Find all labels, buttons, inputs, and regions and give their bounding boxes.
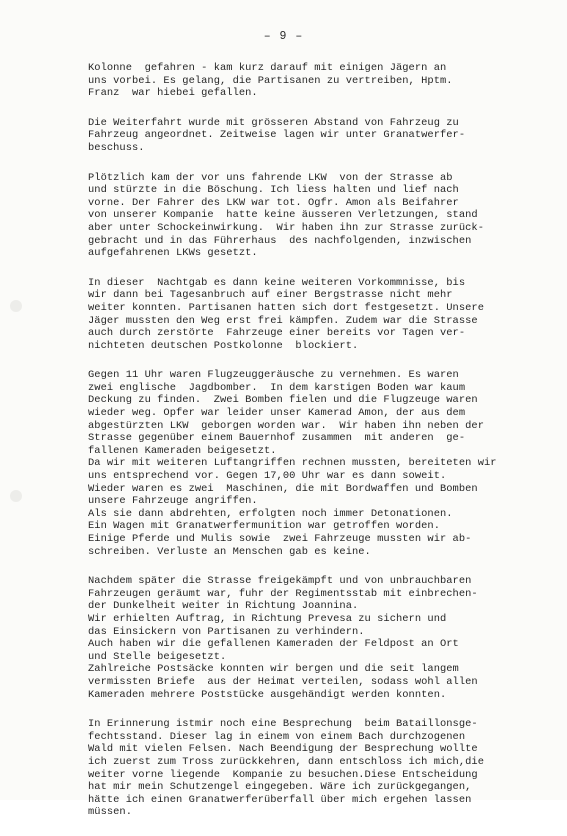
text-line: Zahlreiche Postsäcke konnten wir bergen und die seit langem	[88, 663, 459, 676]
text-line: zwei englische Jagdbomber. In dem karstigen Boden war kaum	[88, 381, 466, 394]
text-line: Nachdem später die Strasse freigekämpft und von unbrauchbaren	[88, 575, 472, 588]
text-line: In Erinnerung istmir noch eine Besprechung beim Bataillonsge-	[88, 718, 478, 731]
text-line: Strasse gegenüber einem Bauernhof zusammen mit anderen ge-	[88, 432, 466, 445]
text-line: abgestürzten LKW geborgen worden war. Wir haben ihn neben der	[88, 419, 484, 432]
text-line: Franz war hiebei gefallen.	[88, 87, 258, 100]
text-line: Auch haben wir die gefallenen Kameraden der Feldpost an Ort	[88, 638, 459, 651]
text-line: Einige Pferde und Mulis sowie zwei Fahrzeuge mussten wir ab-	[88, 533, 472, 545]
page-number-value: 9	[279, 30, 288, 43]
text-line: Wir erhielten Auftrag, in Richtung Prevesa zu sichern und	[88, 612, 447, 625]
text-line: Als sie dann abdrehten, erfolgten noch immer Detonationen.	[88, 507, 453, 520]
text-line: aufgefahrenen LKWs gesetzt.	[88, 247, 258, 260]
paragraph	[88, 117, 558, 155]
text-line: Ein Wagen mit Granatwerfermunition war getroffen worden.	[88, 520, 440, 533]
text-line: hat mir mein Schutzengel eingegeben. Wäre ich zurückgegangen,	[88, 781, 472, 794]
text-line: und stürzte in die Böschung. Ich liess halten und lief nach	[88, 184, 459, 197]
body-text	[88, 62, 558, 836]
paragraph	[88, 277, 558, 353]
text-line: weiter vorne liegende Kompanie zu besuchen.Diese Entscheidung	[88, 768, 478, 781]
text-line: vorne. Der Fahrer des LKW war tot. Ogfr. Amon als Beifahrer	[88, 196, 459, 209]
text-line: Gegen 11 Uhr waren Flugzeuggeräusche zu vernehmen. Es waren	[88, 369, 459, 382]
paragraph	[88, 718, 558, 819]
text-line: wieder weg. Opfer war leider unser Kamerad Amon, der aus dem	[88, 407, 466, 420]
text-line: müssen.	[88, 806, 132, 819]
paragraph	[88, 172, 558, 260]
text-line: Da wir mit weiteren Luftangriffen rechnen mussten, bereiteten wir	[88, 457, 497, 470]
text-line: Kolonne gefahren - kam kurz darauf mit einigen Jägern an	[88, 62, 447, 74]
paragraph	[88, 62, 558, 100]
text-line: vermissten Briefe aus der Heimat verteilen, sodass wohl allen	[88, 675, 478, 688]
text-line: Kameraden mehrere Poststücke ausgehändigt werden konnten.	[88, 688, 447, 701]
text-line: hätte ich einen Granatwerferüberfall über mich ergehen lassen	[88, 793, 472, 806]
text-line: In dieser Nachtgab es dann keine weiteren Vorkommnisse, bis	[88, 276, 466, 289]
paragraph	[88, 575, 558, 701]
page-number: – 9 –	[263, 30, 304, 43]
text-line: Die Weiterfahrt wurde mit grösseren Abstand von Fahrzeug zu	[88, 116, 459, 129]
text-line: nichteten deutschen Postkolonne blockiert.	[88, 339, 359, 352]
text-line: schreiben. Verluste an Menschen gab es keine.	[88, 545, 371, 558]
text-line: aber unter Schockeinwirkung. Wir haben ihn zur Strasse zurück-	[88, 221, 484, 234]
text-line: der Dunkelheit weiter in Richtung Joannina.	[88, 600, 359, 613]
text-line: das Einsickern von Partisanen zu verhindern.	[88, 625, 365, 638]
text-line: unsere Fahrzeuge angriffen.	[88, 495, 258, 508]
text-line: auch durch zerstörte Fahrzeuge einer bereits vor Tagen ver-	[88, 327, 466, 340]
text-line: uns vorbei. Es gelang, die Partisanen zu vertreiben, Hptm.	[88, 74, 453, 87]
text-line: Wieder waren es zwei Maschinen, die mit Bordwaffen und Bomben	[88, 482, 478, 495]
text-line: Plötzlich kam der vor uns fahrende LKW von der Strasse ab	[88, 171, 453, 184]
text-line: ich zuerst zum Tross zurückkehren, dann entschloss ich mich,die	[88, 755, 484, 768]
punch-hole	[10, 300, 22, 312]
text-line: beschuss.	[88, 141, 145, 154]
text-line: von unserer Kompanie hatte keine äusseren Verletzungen, stand	[88, 209, 478, 222]
text-line: fallenen Kameraden beigesetzt.	[88, 444, 277, 457]
text-line: Deckung zu finden. Zwei Bomben fielen und die Flugzeuge waren	[88, 394, 478, 407]
text-line: Fahrzeug angeordnet. Zeitweise lagen wir unter Granatwerfer-	[88, 129, 466, 142]
paragraph	[88, 369, 558, 558]
punch-hole	[10, 490, 22, 502]
text-line: wir dann bei Tagesanbruch auf einer Bergstrasse nicht mehr	[88, 289, 453, 302]
text-line: und Stelle beigesetzt.	[88, 650, 227, 663]
text-line: Jäger mussten den Weg erst frei kämpfen. Zudem war die Strasse	[88, 314, 478, 327]
text-line: gebracht und in das Führerhaus des nachfolgenden, inzwischen	[88, 234, 472, 247]
text-line: Fahrzeugen geräumt war, fuhr der Regimentsstab mit einbrechen-	[88, 587, 478, 600]
text-line: Wald mit vielen Felsen. Nach Beendigung der Besprechung wollte	[88, 743, 478, 756]
text-line: uns entsprechend vor. Gegen 17,00 Uhr war es dann soweit.	[88, 470, 447, 483]
text-line: fechtsstand. Dieser lag in einem von einem Bach durchzogenen	[88, 730, 466, 743]
text-line: weiter konnten. Partisanen hatten sich dort festgesetzt. Unsere	[88, 301, 484, 314]
